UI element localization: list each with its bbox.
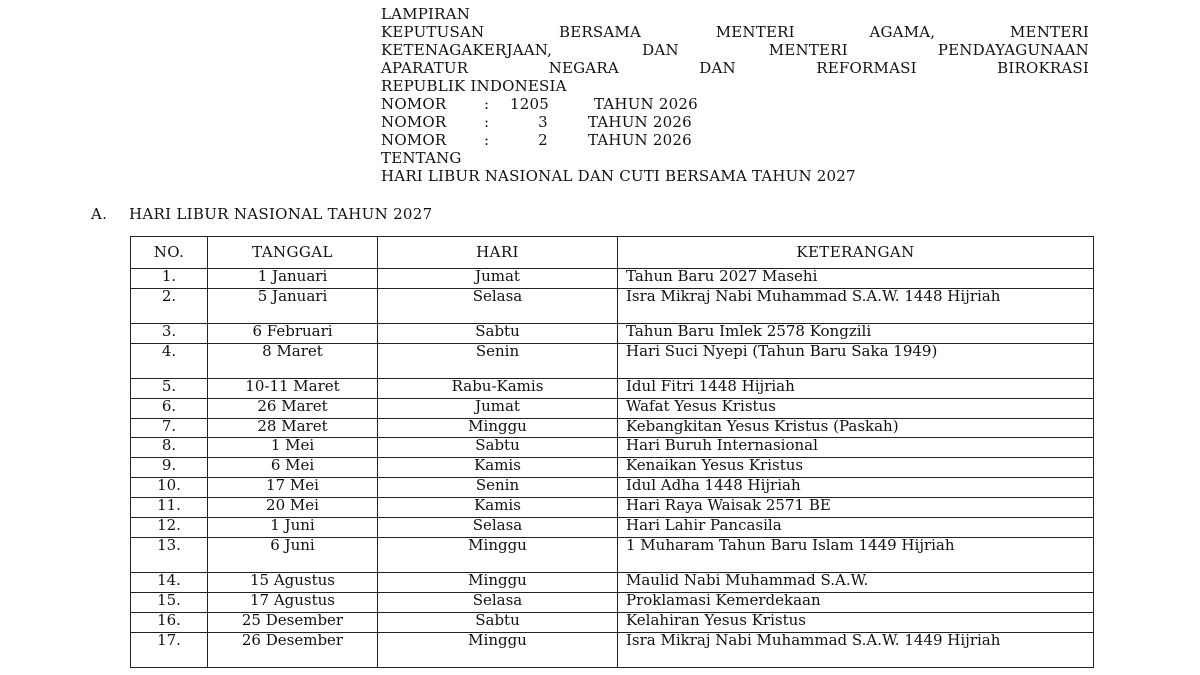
table-row [131,478,1094,498]
tentang-label: TENTANG [381,149,462,167]
column-header-no: NO. [131,237,208,269]
table-row [131,378,1094,398]
cell-hari: Kamis [378,498,618,518]
cell-tanggal: 25 Desember [208,612,378,632]
nomor-row [381,113,1089,131]
table-row [131,592,1094,612]
cell-hari: Jumat [378,269,618,289]
cell-keterangan: Hari Lahir Pancasila [618,518,1094,538]
cell-keterangan: Kenaikan Yesus Kristus [618,458,1094,478]
cell-hari: Selasa [378,288,618,323]
cell-keterangan: Isra Mikraj Nabi Muhammad S.A.W. 1448 Hijriah [618,288,1094,323]
cell-tanggal: 1 Mei [208,438,378,458]
table-row [131,632,1094,667]
nomor-tahun: TAHUN 2026 [594,95,698,113]
cell-hari: Sabtu [378,323,618,343]
section-heading [91,205,432,223]
cell-tanggal: 1 Juni [208,518,378,538]
table-row [131,418,1094,438]
cell-hari: Minggu [378,418,618,438]
nomor-separator: : [484,131,490,149]
table-row [131,572,1094,592]
cell-tanggal: 15 Agustus [208,572,378,592]
table-row [131,612,1094,632]
table-row [131,518,1094,538]
cell-no: 10. [131,478,208,498]
header-line-4: REPUBLIK INDONESIA [381,77,567,95]
cell-keterangan: Kebangkitan Yesus Kristus (Paskah) [618,418,1094,438]
cell-hari: Senin [378,478,618,498]
cell-tanggal: 6 Februari [208,323,378,343]
cell-tanggal: 26 Maret [208,398,378,418]
cell-tanggal: 1 Januari [208,269,378,289]
cell-keterangan: Wafat Yesus Kristus [618,398,1094,418]
cell-hari: Kamis [378,458,618,478]
cell-hari: Senin [378,343,618,378]
nomor-row [381,95,1089,113]
cell-hari: Minggu [378,572,618,592]
cell-hari: Minggu [378,537,618,572]
cell-tanggal: 6 Mei [208,458,378,478]
nomor-label: NOMOR [381,131,447,149]
nomor-number: 3 [538,113,548,131]
header-line-2: KETENAGAKERJAAN, DAN MENTERI PENDAYAGUNAAN [381,41,1089,59]
header-line-1: KEPUTUSAN BERSAMA MENTERI AGAMA, MENTERI [381,23,1089,41]
cell-keterangan: Idul Fitri 1448 Hijriah [618,378,1094,398]
cell-tanggal: 28 Maret [208,418,378,438]
cell-tanggal: 17 Agustus [208,592,378,612]
nomor-separator: : [484,95,490,113]
cell-keterangan: Maulid Nabi Muhammad S.A.W. [618,572,1094,592]
holiday-table [130,236,1094,668]
cell-keterangan: Isra Mikraj Nabi Muhammad S.A.W. 1449 Hijriah [618,632,1094,667]
nomor-label: NOMOR [381,113,447,131]
cell-keterangan: Tahun Baru 2027 Masehi [618,269,1094,289]
section-letter: A. [91,205,108,223]
cell-hari: Rabu-Kamis [378,378,618,398]
cell-no: 6. [131,398,208,418]
cell-keterangan: Hari Buruh Internasional [618,438,1094,458]
cell-keterangan: Idul Adha 1448 Hijriah [618,478,1094,498]
nomor-tahun: TAHUN 2026 [588,113,692,131]
cell-tanggal: 5 Januari [208,288,378,323]
nomor-label: NOMOR [381,95,447,113]
cell-keterangan: Kelahiran Yesus Kristus [618,612,1094,632]
table-row [131,458,1094,478]
cell-no: 9. [131,458,208,478]
cell-keterangan: Hari Suci Nyepi (Tahun Baru Saka 1949) [618,343,1094,378]
cell-no: 7. [131,418,208,438]
cell-tanggal: 20 Mei [208,498,378,518]
column-header-tanggal: TANGGAL [208,237,378,269]
cell-hari: Jumat [378,398,618,418]
cell-keterangan: Hari Raya Waisak 2571 BE [618,498,1094,518]
nomor-number: 2 [538,131,548,149]
decree-subject: HARI LIBUR NASIONAL DAN CUTI BERSAMA TAHUN 2027 [381,167,856,185]
cell-no: 2. [131,288,208,323]
table-row [131,438,1094,458]
cell-tanggal: 17 Mei [208,478,378,498]
cell-tanggal: 10-11 Maret [208,378,378,398]
cell-keterangan: 1 Muharam Tahun Baru Islam 1449 Hijriah [618,537,1094,572]
cell-no: 4. [131,343,208,378]
table-row [131,288,1094,323]
cell-no: 12. [131,518,208,538]
cell-hari: Sabtu [378,612,618,632]
table-row [131,269,1094,289]
nomor-separator: : [484,113,490,131]
table-header-row [131,237,1094,269]
section-title: HARI LIBUR NASIONAL TAHUN 2027 [129,205,433,223]
cell-no: 13. [131,537,208,572]
cell-no: 16. [131,612,208,632]
table-row [131,343,1094,378]
cell-tanggal: 6 Juni [208,537,378,572]
nomor-row [381,131,1089,149]
lampiran-label: LAMPIRAN [381,5,471,23]
cell-tanggal: 26 Desember [208,632,378,667]
cell-no: 14. [131,572,208,592]
table-row [131,537,1094,572]
column-header-hari: HARI [378,237,618,269]
cell-no: 17. [131,632,208,667]
cell-no: 15. [131,592,208,612]
cell-hari: Selasa [378,592,618,612]
nomor-tahun: TAHUN 2026 [588,131,692,149]
table-row [131,323,1094,343]
cell-keterangan: Tahun Baru Imlek 2578 Kongzili [618,323,1094,343]
cell-no: 5. [131,378,208,398]
nomor-number: 1205 [510,95,549,113]
cell-keterangan: Proklamasi Kemerdekaan [618,592,1094,612]
cell-hari: Sabtu [378,438,618,458]
cell-no: 3. [131,323,208,343]
cell-no: 1. [131,269,208,289]
header-line-3: APARATUR NEGARA DAN REFORMASI BIROKRASI [381,59,1089,77]
cell-tanggal: 8 Maret [208,343,378,378]
cell-hari: Minggu [378,632,618,667]
cell-no: 11. [131,498,208,518]
table-row [131,498,1094,518]
document-header [381,5,1089,185]
cell-no: 8. [131,438,208,458]
cell-hari: Selasa [378,518,618,538]
table-row [131,398,1094,418]
column-header-keterangan: KETERANGAN [618,237,1094,269]
